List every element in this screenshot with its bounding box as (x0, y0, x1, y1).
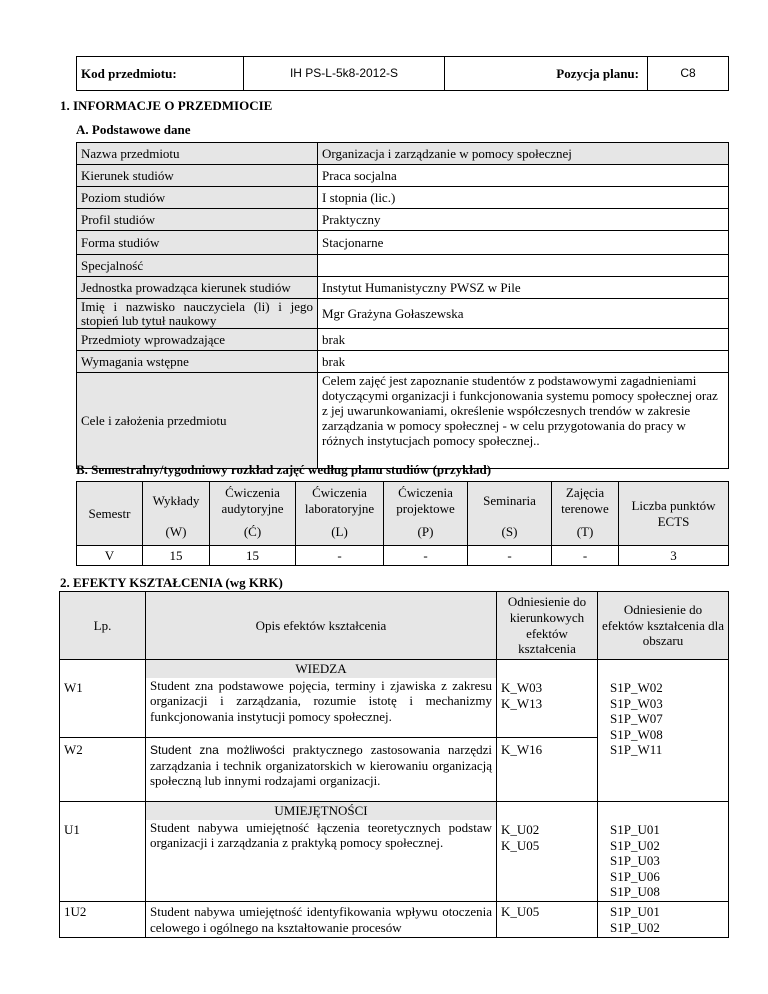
obszar-code: S1P_U08 (610, 884, 660, 900)
col-header: Ćwiczenia projektowe (384, 482, 468, 520)
row-label: Imię i nazwisko nauczyciela (li) i jego stopień lub tytuł naukowy (77, 299, 318, 329)
col-header: Seminaria (468, 482, 552, 520)
row-label: Przedmioty wprowadzające (77, 329, 318, 351)
kier-header: Odniesienie do kierunkowych efektów kształcenia (497, 592, 598, 660)
kier-code: K_U05 (501, 837, 540, 853)
col-header: Ćwiczenia audytoryjne (210, 482, 296, 520)
effect-desc: Student nabywa umiejętność łączenia teoretycznych podstaw organizacji i zarządzania z praktyką pomocy społecznej. (150, 819, 492, 851)
obszar-code: S1P_U03 (610, 853, 660, 869)
row-label: Specjalność (77, 255, 318, 277)
obszar-code: S1P_U02 (610, 837, 660, 853)
pozycja-value: C8 (648, 57, 729, 91)
row-value (318, 255, 729, 277)
lp-cell: 1U2 (60, 901, 146, 937)
lp-cell: W2 (60, 738, 146, 802)
section1-sub-b: B. Semestralny/tygodniowy rozkład zajęć według planu studiów (przykład) (76, 462, 492, 477)
schedule-value: - (552, 546, 619, 566)
col-abbr: (S) (468, 520, 552, 546)
obszar-cell (598, 802, 729, 902)
row-value: Stacjonarne (318, 231, 729, 255)
col-header: Zajęcia terenowe (552, 482, 619, 520)
col-abbr: (W) (143, 520, 210, 546)
effect-desc-part: praktycznego zastosowania narzędzi zarządzania i technik organizatorskich w kierowaniu organizacją społeczną lub innymi rodzajami organizacji. (150, 742, 492, 789)
row-value: Instytut Humanistyczny PWSZ w Pile (318, 277, 729, 299)
schedule-value: - (468, 546, 552, 566)
effect-desc: Student zna podstawowe pojęcia, terminy i zjawiska z zakresu organizacji i zarządzania, rozumie istotę i mechanizmy funkcjonowania instytucji pomocy społecznej. (150, 677, 492, 724)
row-label: Jednostka prowadząca kierunek studiów (77, 277, 318, 299)
kier-code: K_W03 (501, 680, 543, 695)
ects-header: Liczba punktów ECTS (619, 482, 729, 546)
obszar-code: S1P_W02 (610, 680, 663, 695)
obszar-code: S1P_W07 (610, 711, 663, 727)
schedule-value: 15 (210, 546, 296, 566)
umiejetnosci-header: UMIEJĘTNOŚCI (146, 802, 496, 820)
row-value: brak (318, 329, 729, 351)
schedule-value: - (296, 546, 384, 566)
col-header: Ćwiczenia laboratoryjne (296, 482, 384, 520)
row-label: Wymagania wstępne (77, 351, 318, 373)
schedule-value: 15 (143, 546, 210, 566)
schedule-value: V (77, 546, 143, 566)
row-label: Forma studiów (77, 231, 318, 255)
row-value: Celem zajęć jest zapoznanie studentów z podstawowymi zagadnieniami dotyczącymi organizacji i funkcjonowania systemu pomocy społecznej oraz z jej uwarunkowaniami, określenie współczesnych trendów w zakresie zarządzania w pomocy społecznej - w celu przygotowania do pracy w różnych instytucjach pomocy społecznej.. (318, 373, 729, 469)
col-abbr: (P) (384, 520, 468, 546)
obszar-cell (598, 901, 729, 937)
row-label: Nazwa przedmiotu (77, 143, 318, 165)
kier-cell (497, 901, 598, 937)
semestr-header: Semestr (77, 482, 143, 546)
effects-table (59, 591, 729, 938)
row-value: Organizacja i zarządzanie w pomocy społecznej (318, 143, 729, 165)
pozycja-label: Pozycja planu: (445, 57, 648, 91)
section1-sub-a: A. Podstawowe dane (76, 122, 191, 137)
col-abbr: (T) (552, 520, 619, 546)
schedule-table (76, 481, 729, 566)
schedule-value: - (384, 546, 468, 566)
effect-desc-part: Student zna możliwości (150, 743, 285, 757)
row-value: Mgr Grażyna Gołaszewska (318, 299, 729, 329)
row-value: Praca socjalna (318, 165, 729, 187)
effect-desc: Student nabywa umiejętność identyfikowania wpływu otoczenia celowego i ogólnego na kształtowanie procesów (146, 901, 497, 937)
row-value: Praktyczny (318, 209, 729, 231)
basic-data-table (76, 142, 729, 469)
section1-title: 1. INFORMACJE O PRZEDMIOCIE (60, 98, 273, 113)
kod-value: IH PS-L-5k8-2012-S (244, 57, 445, 91)
kier-code: K_W16 (501, 742, 543, 757)
col-abbr: (L) (296, 520, 384, 546)
obszar-code: S1P_U01 (610, 903, 660, 919)
opis-header: Opis efektów kształcenia (146, 592, 497, 660)
section2-title: 2. EFEKTY KSZTAŁCENIA (wg KRK) (60, 575, 283, 590)
wiedza-header: WIEDZA (146, 660, 496, 678)
kier-cell (497, 738, 598, 802)
row-label: Cele i założenia przedmiotu (77, 373, 318, 469)
col-abbr: (Ć) (210, 520, 296, 546)
obszar-code: S1P_W08 (610, 726, 663, 742)
lp-cell: W1 (60, 660, 146, 738)
course-code-table (76, 56, 729, 91)
obszar-code: S1P_W11 (610, 742, 663, 758)
obszar-cell (598, 660, 729, 802)
kod-label: Kod przedmiotu: (77, 57, 244, 91)
kier-code: K_U02 (501, 822, 540, 837)
row-value: brak (318, 351, 729, 373)
obszar-code: S1P_U02 (610, 919, 660, 935)
kier-code: K_U05 (501, 903, 540, 919)
kier-code: K_W13 (501, 695, 543, 711)
lp-header: Lp. (60, 592, 146, 660)
row-label: Poziom studiów (77, 187, 318, 209)
kier-cell (497, 660, 598, 738)
obszar-code: S1P_W03 (610, 695, 663, 711)
row-label: Profil studiów (77, 209, 318, 231)
row-value: I stopnia (lic.) (318, 187, 729, 209)
schedule-value: 3 (619, 546, 729, 566)
col-header: Wykłady (143, 482, 210, 520)
lp-cell: U1 (60, 802, 146, 902)
kier-cell (497, 802, 598, 902)
obszar-header: Odniesienie do efektów kształcenia dla obszaru (598, 592, 729, 660)
row-label: Kierunek studiów (77, 165, 318, 187)
obszar-code: S1P_U01 (610, 822, 660, 837)
obszar-code: S1P_U06 (610, 868, 660, 884)
